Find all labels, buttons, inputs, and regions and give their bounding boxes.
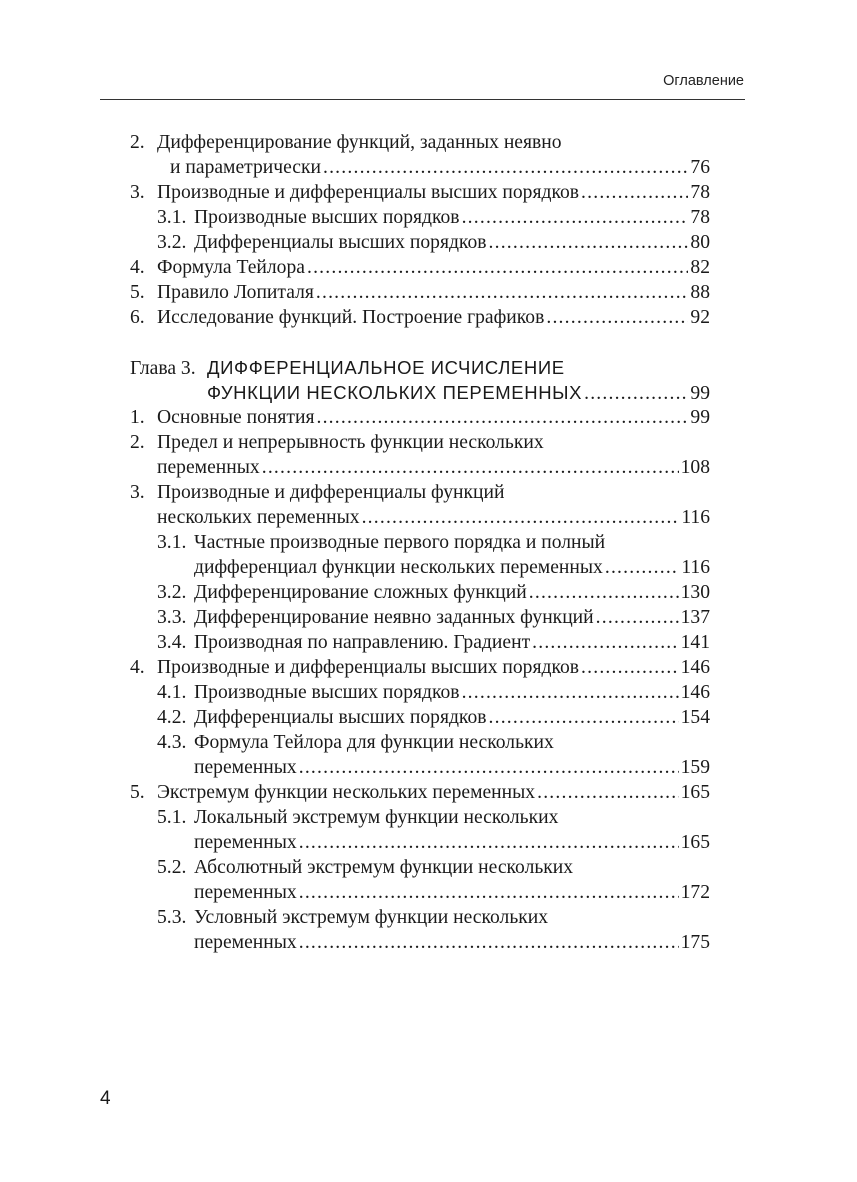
- toc-entry-c4-3-continued[interactable]: [130, 755, 710, 780]
- toc-entry-3-1[interactable]: [130, 205, 710, 230]
- toc-entry-c4-2[interactable]: [130, 705, 710, 730]
- leader-dots: [316, 280, 689, 305]
- toc-title: Предел и непрерывность функции нескольких: [157, 432, 544, 453]
- leader-dots: [605, 555, 679, 580]
- toc-entry-c3-1-continued[interactable]: [130, 555, 710, 580]
- toc-title: Производные и дифференциалы высших порядков: [157, 182, 580, 203]
- chapter-heading-continued[interactable]: [130, 380, 710, 405]
- leader-dots: [462, 205, 689, 230]
- toc-number: 3.4.: [157, 632, 187, 653]
- toc-title: и параметрически: [170, 157, 321, 178]
- toc-entry-c3-2[interactable]: [130, 580, 710, 605]
- toc-number: 2.: [130, 132, 145, 153]
- toc-title: Частные производные первого порядка и полный: [194, 532, 606, 553]
- toc-page: 116: [681, 507, 710, 528]
- leader-dots: [307, 255, 688, 280]
- chapter-heading[interactable]: [130, 355, 710, 380]
- leader-dots: [489, 230, 689, 255]
- page-number: 4: [100, 1088, 111, 1109]
- toc-page: 141: [680, 632, 710, 653]
- leader-dots: [546, 305, 688, 330]
- chapter-title: ФУНКЦИИ НЕСКОЛЬКИХ ПЕРЕМЕННЫХ: [207, 382, 583, 403]
- toc-page: 165: [680, 832, 710, 853]
- toc-entry-5[interactable]: [130, 280, 710, 305]
- toc-page: 165: [680, 782, 710, 803]
- toc-title: переменных: [194, 932, 297, 953]
- toc-number: 3.3.: [157, 607, 187, 628]
- toc-number: 3.2.: [157, 232, 187, 253]
- toc-number: 5.: [130, 782, 145, 803]
- toc-title: Производные высших порядков: [194, 682, 460, 703]
- toc-number: 2.: [130, 432, 145, 453]
- toc-title: Дифференцирование сложных функций: [194, 582, 527, 603]
- toc-entry-c3-3[interactable]: [130, 605, 710, 630]
- leader-dots: [489, 705, 679, 730]
- toc-entry-c5-2[interactable]: [130, 855, 710, 880]
- toc-title: переменных: [194, 832, 297, 853]
- toc-entry-c5-2-continued[interactable]: [130, 880, 710, 905]
- toc-number: 3.1.: [157, 207, 187, 228]
- toc-number: 5.3.: [157, 907, 187, 928]
- toc-entry-c1[interactable]: [130, 405, 710, 430]
- leader-dots: [262, 455, 679, 480]
- leader-dots: [529, 580, 679, 605]
- toc-page: 137: [680, 607, 710, 628]
- toc-entry-3[interactable]: [130, 180, 710, 205]
- toc-title: Производная по направлению. Градиент: [194, 632, 531, 653]
- leader-dots: [299, 830, 679, 855]
- toc-entry-c5-1[interactable]: [130, 805, 710, 830]
- toc-title: дифференциал функции нескольких переменных: [194, 557, 603, 578]
- leader-dots: [532, 630, 678, 655]
- header-rule: [100, 99, 745, 100]
- toc-title: нескольких переменных: [157, 507, 360, 528]
- toc-title: Правило Лопиталя: [157, 282, 314, 303]
- toc-entry-c2[interactable]: [130, 430, 710, 455]
- toc-number: 6.: [130, 307, 145, 328]
- leader-dots: [537, 780, 679, 805]
- toc-page: 154: [680, 707, 710, 728]
- toc-number: 3.: [130, 182, 145, 203]
- toc-page: 82: [690, 257, 710, 278]
- toc-page: 146: [680, 657, 710, 678]
- toc-entry-6[interactable]: [130, 305, 710, 330]
- toc-entry-c2-continued[interactable]: [130, 455, 710, 480]
- toc-entry-c4-3[interactable]: [130, 730, 710, 755]
- toc-page: 159: [680, 757, 710, 778]
- toc-page: 88: [690, 282, 710, 303]
- toc-title: Дифференциалы высших порядков: [194, 707, 487, 728]
- toc-page: 130: [680, 582, 710, 603]
- toc-number: 5.2.: [157, 857, 187, 878]
- toc-title: переменных: [194, 882, 297, 903]
- toc-title: Локальный экстремум функции нескольких: [194, 807, 559, 828]
- toc-entry-c3-continued[interactable]: [130, 505, 710, 530]
- toc-title: переменных: [157, 457, 260, 478]
- toc-number: 4.: [130, 657, 145, 678]
- leader-dots: [299, 755, 679, 780]
- toc-number: 3.2.: [157, 582, 187, 603]
- chapter-prefix: Глава 3.: [130, 358, 196, 379]
- toc-number: 3.: [130, 482, 145, 503]
- toc-title: Формула Тейлора: [157, 257, 305, 278]
- toc-title: Формула Тейлора для функции нескольких: [194, 732, 554, 753]
- toc-entry-c5-3-continued[interactable]: [130, 930, 710, 955]
- leader-dots: [299, 930, 679, 955]
- toc-page: 116: [681, 557, 710, 578]
- toc-number: 5.: [130, 282, 145, 303]
- leader-dots: [462, 680, 679, 705]
- toc-title: Дифференциалы высших порядков: [194, 232, 487, 253]
- toc-entry-3-2[interactable]: [130, 230, 710, 255]
- toc-number: 4.1.: [157, 682, 187, 703]
- toc-page: 78: [690, 182, 710, 203]
- running-head: Оглавление: [663, 73, 744, 89]
- toc-number: 4.3.: [157, 732, 187, 753]
- toc-title: Условный экстремум функции нескольких: [194, 907, 549, 928]
- toc-title: Основные понятия: [157, 407, 315, 428]
- toc-number: 3.1.: [157, 532, 187, 553]
- toc-page: 175: [680, 932, 710, 953]
- toc-title: переменных: [194, 757, 297, 778]
- toc-number: 4.2.: [157, 707, 187, 728]
- leader-dots: [323, 155, 688, 180]
- toc-entry-2-continued[interactable]: [130, 155, 710, 180]
- toc-page: 146: [680, 682, 710, 703]
- toc-page: 172: [680, 882, 710, 903]
- leader-dots: [581, 655, 679, 680]
- toc-title: Дифференцирование функций, заданных неявно: [157, 132, 562, 153]
- toc-entry-c4[interactable]: [130, 655, 710, 680]
- toc-title: Производные высших порядков: [194, 207, 460, 228]
- leader-dots: [596, 605, 679, 630]
- toc-entry-c4-1[interactable]: [130, 680, 710, 705]
- toc-page: 99: [690, 407, 710, 428]
- toc-entry-c5[interactable]: [130, 780, 710, 805]
- leader-dots: [299, 880, 679, 905]
- toc-entry-2[interactable]: [130, 130, 710, 155]
- toc-page: 99: [690, 383, 710, 404]
- toc-page: 80: [690, 232, 710, 253]
- toc-entry-c3-4[interactable]: [130, 630, 710, 655]
- toc-title: Экстремум функции нескольких переменных: [157, 782, 536, 803]
- toc-number: 5.1.: [157, 807, 187, 828]
- leader-dots: [362, 505, 680, 530]
- chapter-title: ДИФФЕРЕНЦИАЛЬНОЕ ИСЧИСЛЕНИЕ: [207, 357, 565, 378]
- toc-number: 1.: [130, 407, 145, 428]
- toc-entry-c5-1-continued[interactable]: [130, 830, 710, 855]
- toc-entry-c3-1[interactable]: [130, 530, 710, 555]
- toc-title: Исследование функций. Построение графиков: [157, 307, 545, 328]
- toc-page: 78: [690, 207, 710, 228]
- toc-entry-c5-3[interactable]: [130, 905, 710, 930]
- table-of-contents: [130, 130, 710, 955]
- toc-page: 76: [690, 157, 710, 178]
- toc-page: 108: [680, 457, 710, 478]
- toc-title: Абсолютный экстремум функции нескольких: [194, 857, 574, 878]
- leader-dots: [581, 180, 688, 205]
- toc-title: Производные и дифференциалы высших порядков: [157, 657, 580, 678]
- leader-dots: [316, 405, 688, 430]
- toc-entry-c3[interactable]: [130, 480, 710, 505]
- toc-entry-4[interactable]: [130, 255, 710, 280]
- leader-dots: [584, 381, 688, 406]
- toc-title: Дифференцирование неявно заданных функций: [194, 607, 594, 628]
- toc-page: 92: [690, 307, 710, 328]
- spacer: [130, 330, 710, 355]
- toc-title: Производные и дифференциалы функций: [157, 482, 505, 503]
- toc-number: 4.: [130, 257, 145, 278]
